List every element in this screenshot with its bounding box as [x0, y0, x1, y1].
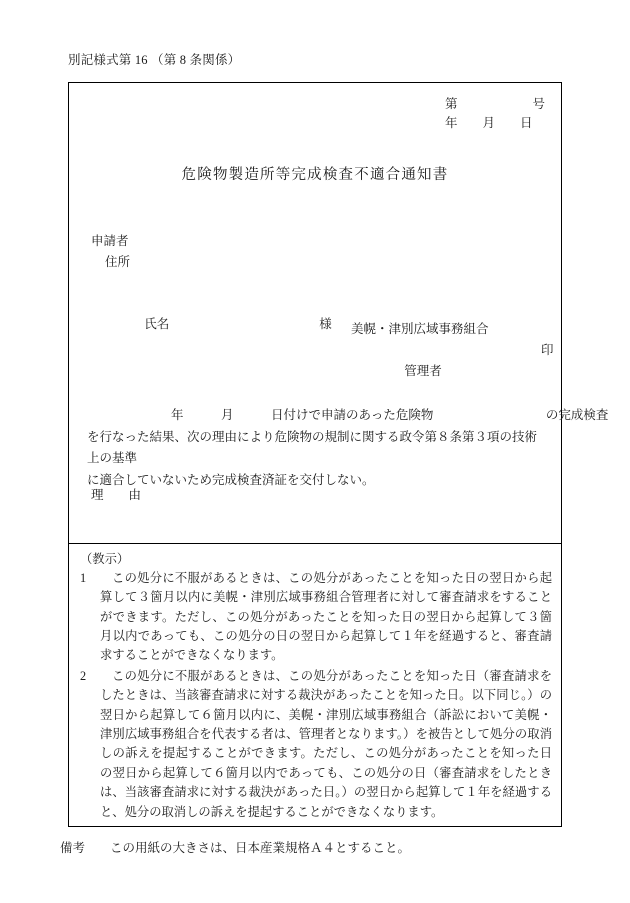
notice-item [78, 569, 552, 666]
notice-item-text: この処分に不服があるときは、この処分があったことを知った日の翌日から起算して３箇月以内に美幌・津別広域事務組合管理者に対して審査請求をすることができます。ただし、この処分があったことを知った日の翌日から起算して３箇月以内であっても、この処分の日の翌日から起算して１年を経過すると、審査請求することができなくなります。 [100, 570, 552, 663]
seal-icon: 印 [541, 343, 554, 357]
body-line-3: に適合していないため完成検査済証を交付しない。 [87, 472, 375, 487]
body-line-1: 年 月 日付けで申請のあった危険物 の完成検査 [171, 408, 609, 422]
notice-item-text: この処分に不服があるときは、この処分があったことを知った日（審査請求をしたときは、当該審査請求に対する裁決があったことを知った日。以下同じ。）の翌日から起算して６箇月以内に、美幌・津別広域事務組合（訴訟において美幌・津別広域事務組合を代表する者は、管理者となります。）を被告として処分の取消しの訴えを提起することができます。ただし、この処分があったことを知った日の翌日から起算して６箇月以内であっても、この処分の日（審査請求をしたときは、当該審査請求に対する裁決があった日。）の翌日から起算して１年を経過すると、処分の取消しの訴えを提起することができなくなります。 [100, 668, 552, 819]
issuer-title-label: 管理者 [404, 364, 442, 378]
form-number-label: 別記様式第 16 （第 8 条関係） [68, 53, 241, 67]
notice-item-number: 1 [80, 570, 87, 585]
applicant-address-label: 住所 [105, 255, 131, 269]
applicant-name-row [91, 293, 332, 356]
document-number-field: 第 号 [444, 97, 545, 111]
applicant-block [91, 231, 332, 356]
document-title: 危険物製造所等完成検査不適合通知書 [181, 167, 449, 183]
body-line-2: を行なった結果、次の理由により危険物の規制に関する政令第８条第３項の技術上の基準 [87, 429, 538, 465]
notice-section [69, 544, 561, 826]
notice-item-number: 2 [80, 668, 87, 683]
reason-label: 理 由 [91, 488, 142, 502]
issuer-organization: 美幌・津別広域事務組合 [351, 322, 489, 336]
form-main-section [69, 83, 609, 544]
body-paragraph [83, 405, 609, 491]
applicant-name-label: 氏名 [144, 317, 170, 331]
notice-heading: （教示） [80, 551, 130, 566]
notice-item [78, 667, 552, 822]
form-frame [68, 82, 609, 827]
applicant-honorific: 様 [319, 317, 332, 331]
applicant-section-label: 申請者 [91, 234, 129, 248]
document-meta [445, 95, 545, 133]
footnote-remark: 備考 この用紙の大きさは、日本産業規格Ａ４とすること。 [60, 841, 411, 855]
document-date-field: 年 月 日 [444, 116, 533, 130]
